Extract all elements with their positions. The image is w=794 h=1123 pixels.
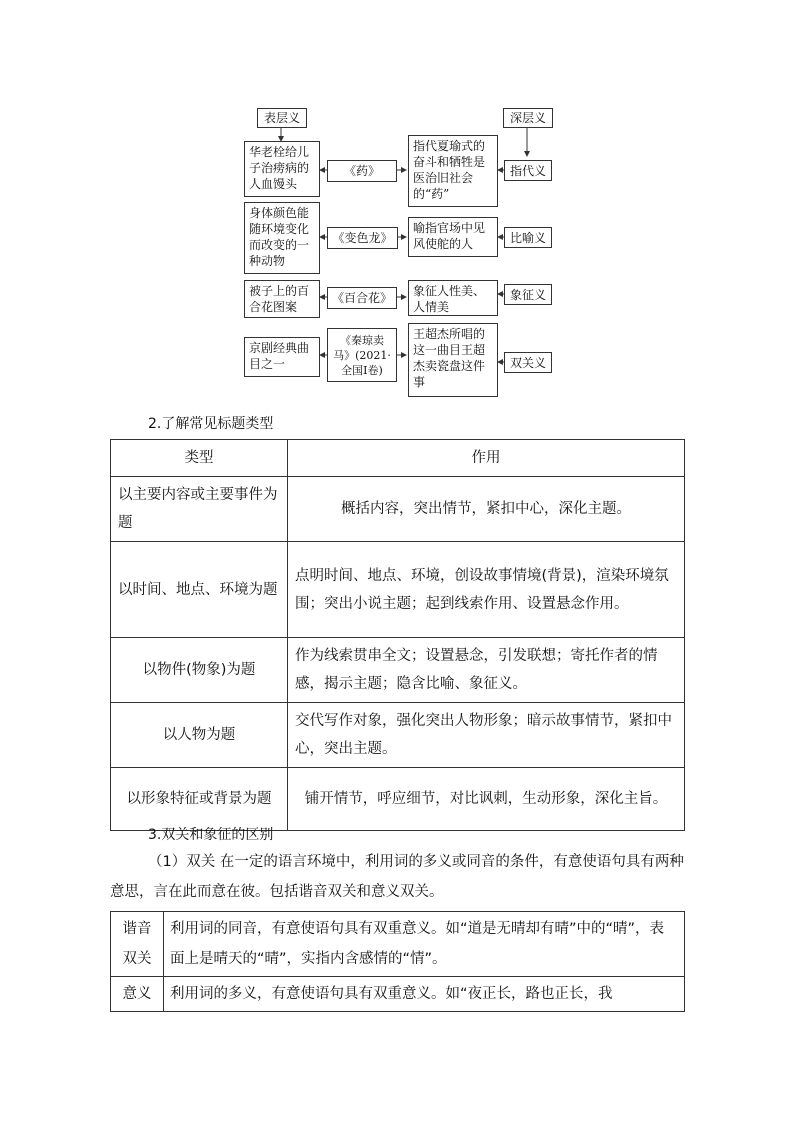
pun-type-cell: 谐音双关: [111, 912, 164, 977]
type-cell: 以物件(物象)为题: [111, 638, 288, 703]
row2-work: 《变色龙》: [327, 227, 398, 249]
type-cell: 以主要内容或主要事件为题: [111, 477, 288, 542]
table-row: [111, 768, 685, 831]
effect-cell: 概括内容，突出情节，紧扣中心，深化主题。: [288, 477, 685, 542]
table-row: [111, 638, 685, 703]
row2-surface: 身体颜色能随环境变化而改变的一种动物: [244, 202, 320, 274]
row1-type: 指代义: [504, 160, 552, 181]
effect-cell: 交代写作对象，强化突出人物形象；暗示故事情节，紧扣中心，突出主题。: [288, 703, 685, 768]
column-header-effect: 作用: [288, 440, 685, 477]
row1-surface: 华老栓给儿子治痨病的人血馒头: [244, 141, 320, 197]
section3-paragraph: （1）双关 在一定的语言环境中，利用词的多义或同音的条件，有意使语句具有两种意思，言在此而意在彼。包括谐音双关和意义双关。: [110, 854, 684, 900]
pun-desc-cell: 利用词的多义，有意使语句具有双重意义。如“夜正长，路也正长，我: [164, 977, 685, 1012]
table-row: [111, 912, 685, 977]
row3-work: 《百合花》: [327, 287, 397, 309]
effect-cell: 铺开情节，呼应细节，对比讽刺，生动形象，深化主旨。: [288, 768, 685, 831]
type-cell: 以时间、地点、环境为题: [111, 542, 288, 638]
pun-desc-cell: 利用词的同音，有意使语句具有双重意义。如“道是无晴却有晴”中的“晴”，表面上是晴天的“晴”，实指内含感情的“情”。: [164, 912, 685, 977]
pun-type-cell: 意义: [111, 977, 164, 1012]
table-row: [111, 477, 685, 542]
row1-deep: 指代夏瑜式的奋斗和牺牲是医治旧社会的“药”: [408, 135, 498, 207]
type-cell: 以形象特征或背景为题: [111, 768, 288, 831]
column-header-type: 类型: [111, 440, 288, 477]
diagram-connectors: [0, 0, 794, 410]
row4-surface: 京剧经典曲目之一: [244, 337, 320, 377]
deep-header: 深层义: [503, 108, 553, 128]
section2-heading: 2.了解常见标题类型: [148, 416, 274, 432]
row3-surface: 被子上的百合花图案: [244, 280, 320, 318]
table-row: [111, 977, 685, 1012]
row4-work: 《秦琼卖马》(2021·全国Ⅰ卷): [327, 328, 397, 382]
table-header-row: [111, 440, 685, 477]
row3-type: 象征义: [504, 284, 552, 305]
pun-types-table: [110, 911, 685, 1012]
row2-deep: 喻指官场中见风使舵的人: [408, 217, 498, 257]
effect-cell: 点明时间、地点、环境，创设故事情境(背景)，渲染环境氛围；突出小说主题；起到线索作用、设置悬念作用。: [288, 542, 685, 638]
row4-deep: 王超杰所唱的这一曲目王超杰卖瓷盘这件事: [408, 323, 498, 397]
meaning-diagram: [0, 0, 794, 410]
table-row: [111, 703, 685, 768]
table-row: [111, 542, 685, 638]
row3-deep: 象征人性美、人情美: [408, 280, 498, 316]
surface-header: 表层义: [257, 108, 307, 128]
effect-cell: 作为线索贯串全文；设置悬念，引发联想；寄托作者的情感，揭示主题；隐含比喻、象征义。: [288, 638, 685, 703]
row1-work: 《药》: [327, 160, 397, 182]
row2-type: 比喻义: [504, 227, 552, 248]
title-types-table: [110, 439, 685, 831]
section3-heading: 3.双关和象征的区别: [148, 827, 274, 843]
type-cell: 以人物为题: [111, 703, 288, 768]
row4-type: 双关义: [504, 352, 552, 373]
